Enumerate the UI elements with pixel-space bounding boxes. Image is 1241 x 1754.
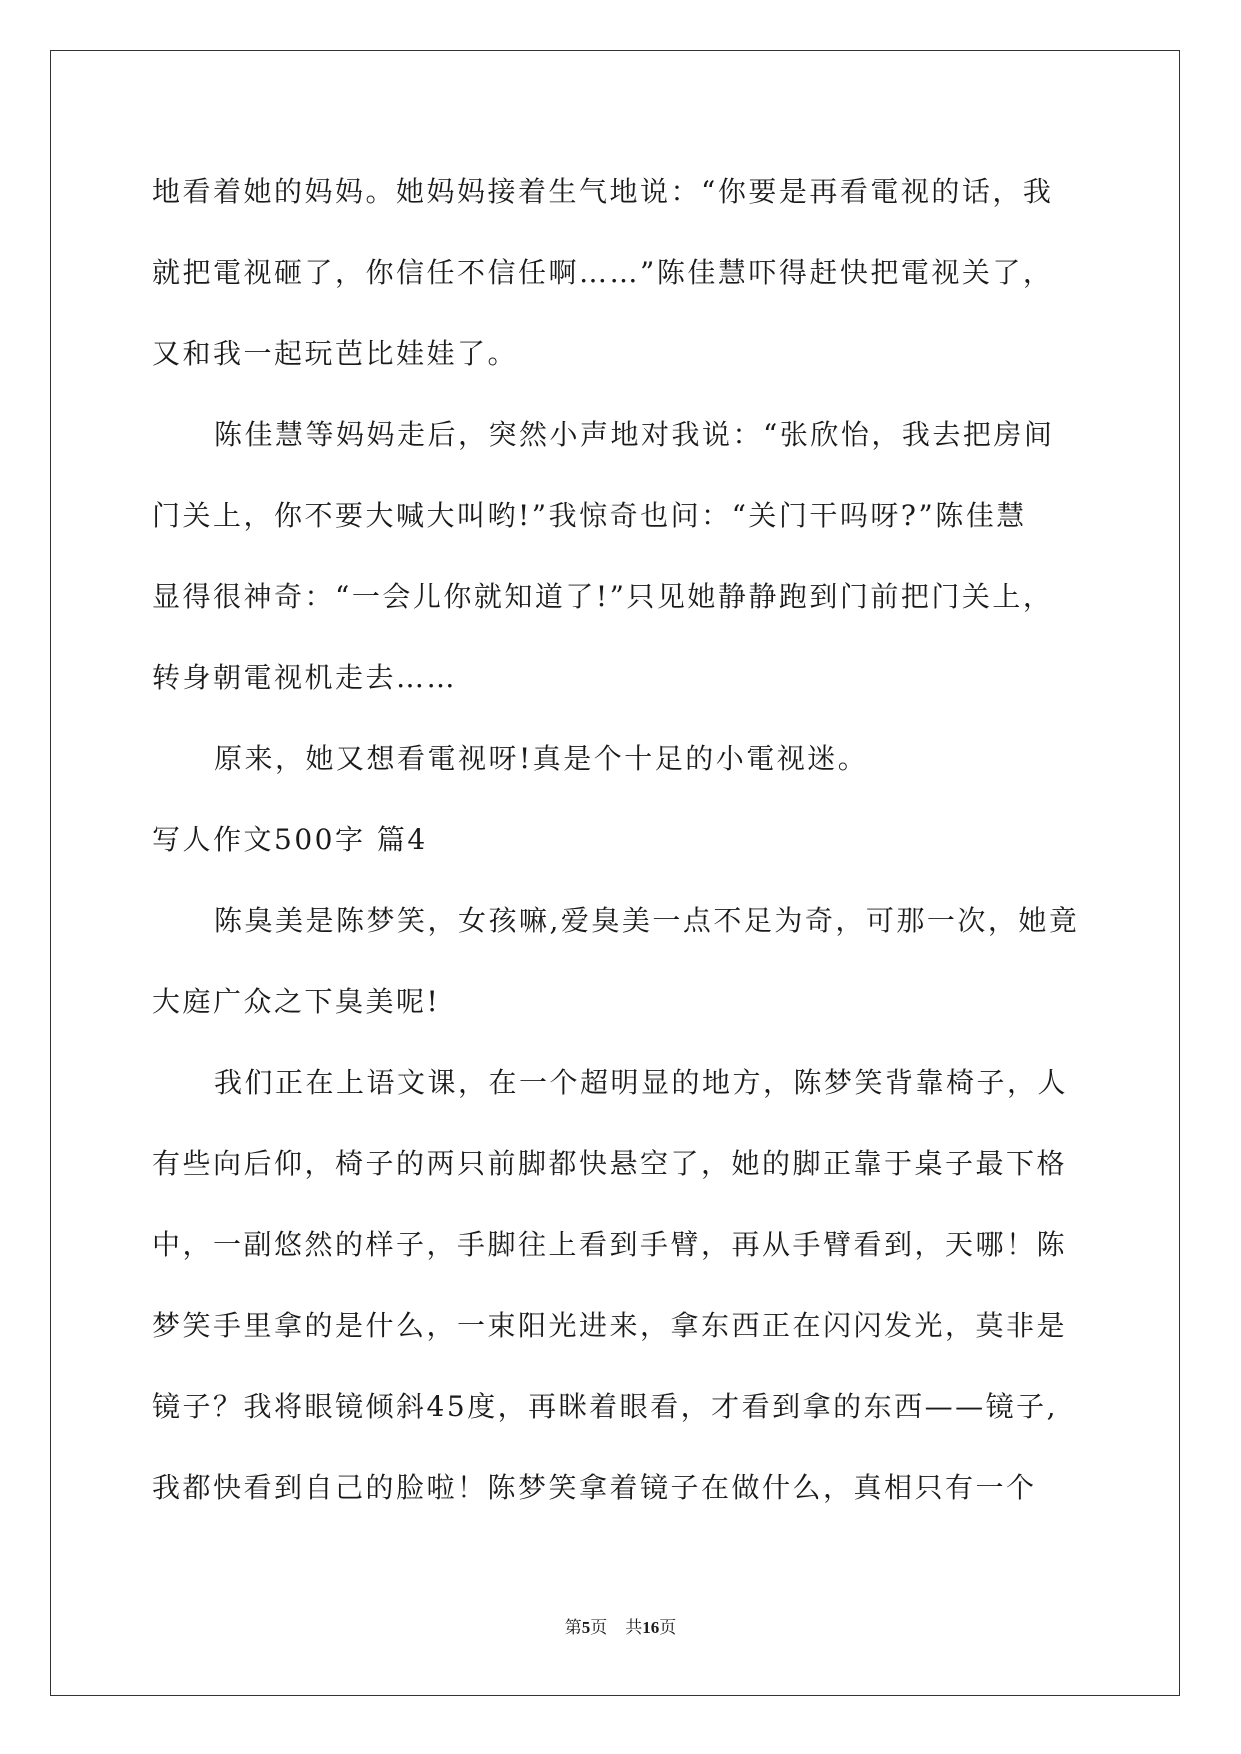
footer-page-suffix: 页 [590, 1618, 608, 1638]
text-line: 梦笑手里拿的是什么，一束阳光进来，拿东西正在闪闪发光，莫非是 [152, 1309, 1068, 1342]
text-line: 又和我一起玩芭比娃娃了。 [152, 337, 519, 370]
paragraph-start: 陈臭美是陈梦笑，女孩嘛,爱臭美一点不足为奇，可那一次，她竟 [214, 904, 1080, 937]
paragraph-start: 陈佳慧等妈妈走后，突然小声地对我说：“张欣怡，我去把房间 [214, 418, 1055, 451]
footer-total-pages: 16 [642, 1618, 660, 1637]
text-line: 就把電视砸了，你信任不信任啊……”陈佳慧吓得赶快把電视关了， [152, 256, 1054, 289]
text-line: 大庭广众之下臭美呢! [152, 985, 441, 1018]
footer-total-suffix: 页 [659, 1618, 677, 1638]
text-line: 有些向后仰，椅子的两只前脚都快悬空了，她的脚正靠于桌子最下格 [152, 1147, 1068, 1180]
section-heading: 写人作文500字 篇4 [152, 823, 428, 856]
text-line: 镜子？我将眼镜倾斜45度，再眯着眼看，才看到拿的东西——镜子, [152, 1390, 1059, 1423]
footer-page-prefix: 第 [564, 1618, 582, 1638]
footer-total-prefix: 共 [625, 1618, 643, 1638]
paragraph-start: 原来，她又想看電视呀!真是个十足的小電视迷。 [214, 742, 869, 775]
text-line: 显得很神奇：“一会儿你就知道了!”只见她静静跑到门前把门关上， [152, 580, 1054, 613]
text-line: 我都快看到自己的脸啦！陈梦笑拿着镜子在做什么，真相只有一个 [152, 1471, 1037, 1504]
footer-page-number: 5 [581, 1618, 591, 1637]
paragraph-start: 我们正在上语文课，在一个超明显的地方，陈梦笑背靠椅子，人 [214, 1066, 1069, 1099]
text-line: 门关上，你不要大喊大叫哟!”我惊奇也问：“关门干吗呀?”陈佳慧 [152, 499, 1027, 532]
text-line: 转身朝電视机走去…… [152, 661, 458, 694]
text-line: 地看着她的妈妈。她妈妈接着生气地说：“你要是再看電视的话，我 [152, 175, 1054, 208]
text-line: 中，一副悠然的样子，手脚往上看到手臂，再从手臂看到，天哪！陈 [152, 1228, 1068, 1261]
page-footer [0, 1618, 1241, 1638]
document-body [152, 164, 1087, 1541]
